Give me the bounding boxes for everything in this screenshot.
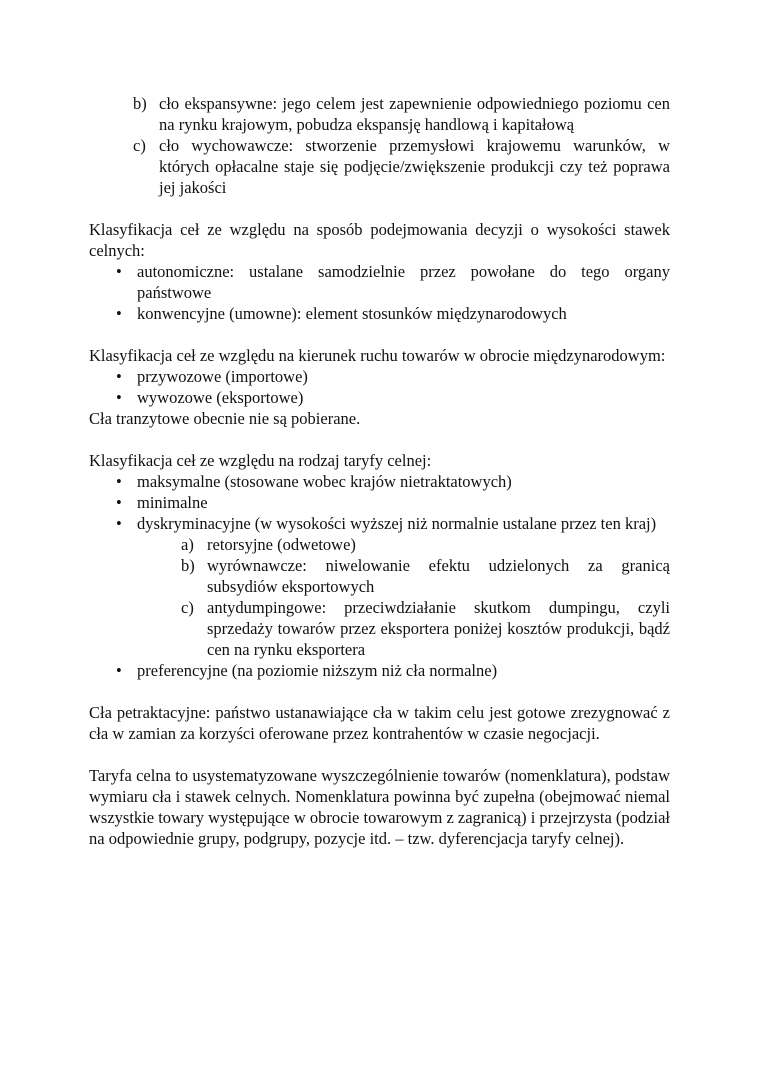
list-item-text: retorsyjne (odwetowe)	[207, 535, 356, 554]
transit-note: Cła tranzytowe obecnie nie są pobierane.	[89, 409, 361, 428]
bullet-icon: •	[116, 388, 122, 407]
list-item	[89, 471, 670, 492]
list-item	[89, 261, 670, 303]
list-item	[137, 555, 670, 597]
section-heading-direction: Klasyfikacja ceł ze względu na kierunek ruchu towarów w obrocie międzynarodowym:	[89, 346, 666, 365]
paragraph-petraktacyjne: Cła petraktacyjne: państwo ustanawiające cła w takim celu jest gotowe zrezygnować z cła w zamian za korzyści oferowane przez kontrahentów w czasie negocjacji.	[89, 703, 670, 743]
list-item	[89, 303, 670, 324]
bullet-icon: •	[116, 514, 122, 533]
bullet-icon: •	[116, 472, 122, 491]
bullet-icon: •	[116, 661, 122, 680]
list-item	[89, 513, 670, 660]
list-item	[89, 93, 670, 135]
bullet-icon: •	[116, 493, 122, 512]
section-heading-tariff: Klasyfikacja ceł ze względu na rodzaj taryfy celnej:	[89, 451, 432, 470]
list-item	[89, 366, 670, 387]
document-page	[89, 93, 670, 849]
bullet-icon: •	[116, 262, 122, 281]
bullet-list-tariff	[89, 471, 670, 681]
list-item-text: wyrównawcze: niwelowanie efektu udzielonych za granicą subsydiów eksportowych	[207, 556, 670, 596]
list-item-text: cło ekspansywne: jego celem jest zapewnienie odpowiedniego poziomu cen na rynku krajowym, pobudza ekspansję handlową i kapitałową	[159, 94, 670, 134]
list-item-text: minimalne	[137, 493, 208, 512]
list-item	[89, 135, 670, 198]
list-marker: b)	[181, 556, 195, 575]
list-item-text: przywozowe (importowe)	[137, 367, 308, 386]
list-marker: b)	[133, 94, 147, 113]
paragraph-taryfa: Taryfa celna to usystematyzowane wyszczególnienie towarów (nomenklatura), podstaw wymiaru cła i stawek celnych. Nomenklatura powinna być zupełna (obejmować niemal wszystkie towary występujące w obrocie towarowym z zagranicą) i przejrzysta (podział na odpowiednie grupy, podgrupy, pozycje itd. – tzw. dyferencjacja taryfy celnej).	[89, 766, 670, 848]
discriminatory-sublist	[137, 534, 670, 660]
bullet-list-decision	[89, 261, 670, 324]
list-marker: a)	[181, 535, 194, 554]
bullet-icon: •	[116, 367, 122, 386]
list-item-text: cło wychowawcze: stworzenie przemysłowi krajowemu warunków, w których opłacalne staje się podjęcie/zwiększenie produkcji czy też poprawa jej jakości	[159, 136, 670, 197]
list-marker: c)	[181, 598, 194, 617]
list-item-text: autonomiczne: ustalane samodzielnie przez powołane do tego organy państwowe	[137, 262, 670, 302]
bullet-icon: •	[116, 304, 122, 323]
list-item	[89, 660, 670, 681]
list-item	[89, 492, 670, 513]
list-item-text: maksymalne (stosowane wobec krajów nietraktatowych)	[137, 472, 512, 491]
bullet-list-direction	[89, 366, 670, 408]
list-item-text: preferencyjne (na poziomie niższym niż cła normalne)	[137, 661, 498, 680]
list-item-text: konwencyjne (umowne): element stosunków międzynarodowych	[137, 304, 567, 323]
list-item-text: wywozowe (eksportowe)	[137, 388, 304, 407]
list-item	[137, 597, 670, 660]
list-item	[89, 387, 670, 408]
list-item	[137, 534, 670, 555]
top-lettered-list	[89, 93, 670, 198]
list-item-text: dyskryminacyjne (w wysokości wyższej niż normalnie ustalane przez ten kraj)	[137, 514, 657, 533]
list-item-text: antydumpingowe: przeciwdziałanie skutkom dumpingu, czyli sprzedaży towarów przez eksportera poniżej kosztów produkcji, bądź cen na rynku eksportera	[207, 598, 670, 659]
section-heading-decision: Klasyfikacja ceł ze względu na sposób podejmowania decyzji o wysokości stawek celnych:	[89, 220, 670, 260]
list-marker: c)	[133, 136, 146, 155]
